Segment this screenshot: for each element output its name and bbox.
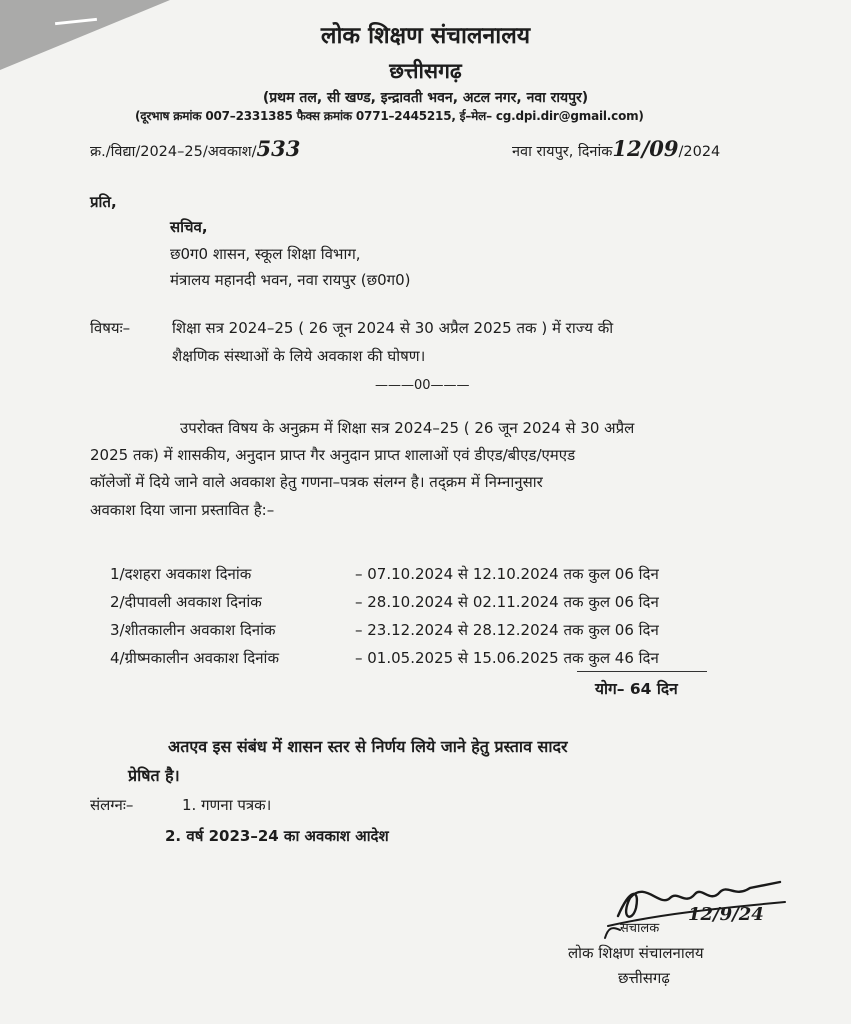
enclosure-item-1: 1. गणना पत्रक। [182, 796, 272, 814]
signatory-state: छत्तीसगढ़ [618, 969, 670, 987]
signatory-office: लोक शिक्षण संचालनालय [568, 944, 704, 962]
signatory-designation: संचालक [620, 921, 660, 936]
holiday-row [110, 648, 710, 672]
recipient-label: प्रति, [90, 193, 117, 211]
total-underline [577, 671, 707, 672]
date-prefix: नवा रायपुर, दिनांक [512, 144, 613, 160]
separator: ———00——— [375, 378, 470, 393]
letter-number-handwritten: 533 [256, 136, 301, 161]
total-days: योग– 64 दिन [595, 680, 678, 698]
signature-date-handwritten: 12/9/24 [688, 904, 764, 925]
holiday-detail: – 28.10.2024 से 02.11.2024 तक कुल 06 दिन [355, 593, 659, 611]
office-contact: (दूरभाष क्रमांक 007–2331385 फैक्स क्रमांक 0771–2445215, ई–मेल– cg.dpi.dir@gmail.com) [135, 109, 644, 123]
holiday-row [110, 592, 710, 616]
holiday-detail: – 23.12.2024 से 28.12.2024 तक कुल 06 दिन [355, 621, 659, 639]
body-line-1: उपरोक्त विषय के अनुक्रम में शिक्षा सत्र 2024–25 ( 26 जून 2024 से 30 अप्रैल [180, 419, 635, 437]
state-name: छत्तीसगढ़ [389, 59, 462, 83]
enclosure-label: संलग्नः– [90, 796, 134, 814]
closing-line-2: प्रेषित है। [128, 766, 180, 785]
holiday-row [110, 620, 710, 644]
holiday-label: 4/ग्रीष्मकालीन अवकाश दिनांक [110, 649, 279, 667]
office-address: (प्रथम तल, सी खण्ड, इन्द्रावती भवन, अटल नगर, नवा रायपुर) [262, 90, 589, 106]
subject-line-2: शैक्षणिक संस्थाओं के लिये अवकाश की घोषण। [172, 347, 426, 365]
enclosure-item-2: 2. वर्ष 2023–24 का अवकाश आदेश [165, 827, 389, 845]
date-month: 09 [649, 136, 679, 161]
letter-number [90, 136, 300, 161]
recipient-line-3: मंत्रालय महानदी भवन, नवा रायपुर (छ0ग0) [170, 271, 411, 289]
holiday-label: 2/दीपावली अवकाश दिनांक [110, 593, 262, 611]
holiday-detail: – 07.10.2024 से 12.10.2024 तक कुल 06 दिन [355, 565, 659, 583]
subject-line-1: शिक्षा सत्र 2024–25 ( 26 जून 2024 से 30 अप्रैल 2025 तक ) में राज्य की [172, 319, 614, 337]
body-line-3: कॉलेजों में दिये जाने वाले अवकाश हेतु गणना–पत्रक संलग्न है। तद्क्रम में निम्नानुसार [90, 473, 543, 491]
recipient-line-1: सचिव, [170, 218, 208, 236]
body-line-4: अवकाश दिया जाना प्रस्तावित है:– [90, 501, 275, 519]
subject-label: विषयः– [90, 319, 131, 337]
body-line-2: 2025 तक) में शासकीय, अनुदान प्राप्त गैर अनुदान प्राप्त शालाओं एवं डीएड/बीएड/एमएड [90, 446, 576, 464]
date-day: 12 [612, 136, 642, 161]
holiday-label: 1/दशहरा अवकाश दिनांक [110, 565, 252, 583]
date-year: /2024 [678, 144, 721, 160]
recipient-line-2: छ0ग0 शासन, स्कूल शिक्षा विभाग, [170, 245, 361, 263]
closing-line-1: अतएव इस संबंध में शासन स्तर से निर्णय लिये जाने हेतु प्रस्ताव सादर [168, 737, 568, 756]
holiday-row [110, 564, 710, 588]
holiday-label: 3/शीतकालीन अवकाश दिनांक [110, 621, 276, 639]
holiday-detail: – 01.05.2025 से 15.06.2025 तक कुल 46 दिन [355, 649, 659, 667]
letter-number-prefix: क्र./विद्या/2024–25/अवकाश/ [90, 144, 257, 160]
letter-date: नवा रायपुर, दिनांक12/09/2024 [512, 136, 721, 161]
office-name: लोक शिक्षण संचालनालय [320, 23, 531, 49]
